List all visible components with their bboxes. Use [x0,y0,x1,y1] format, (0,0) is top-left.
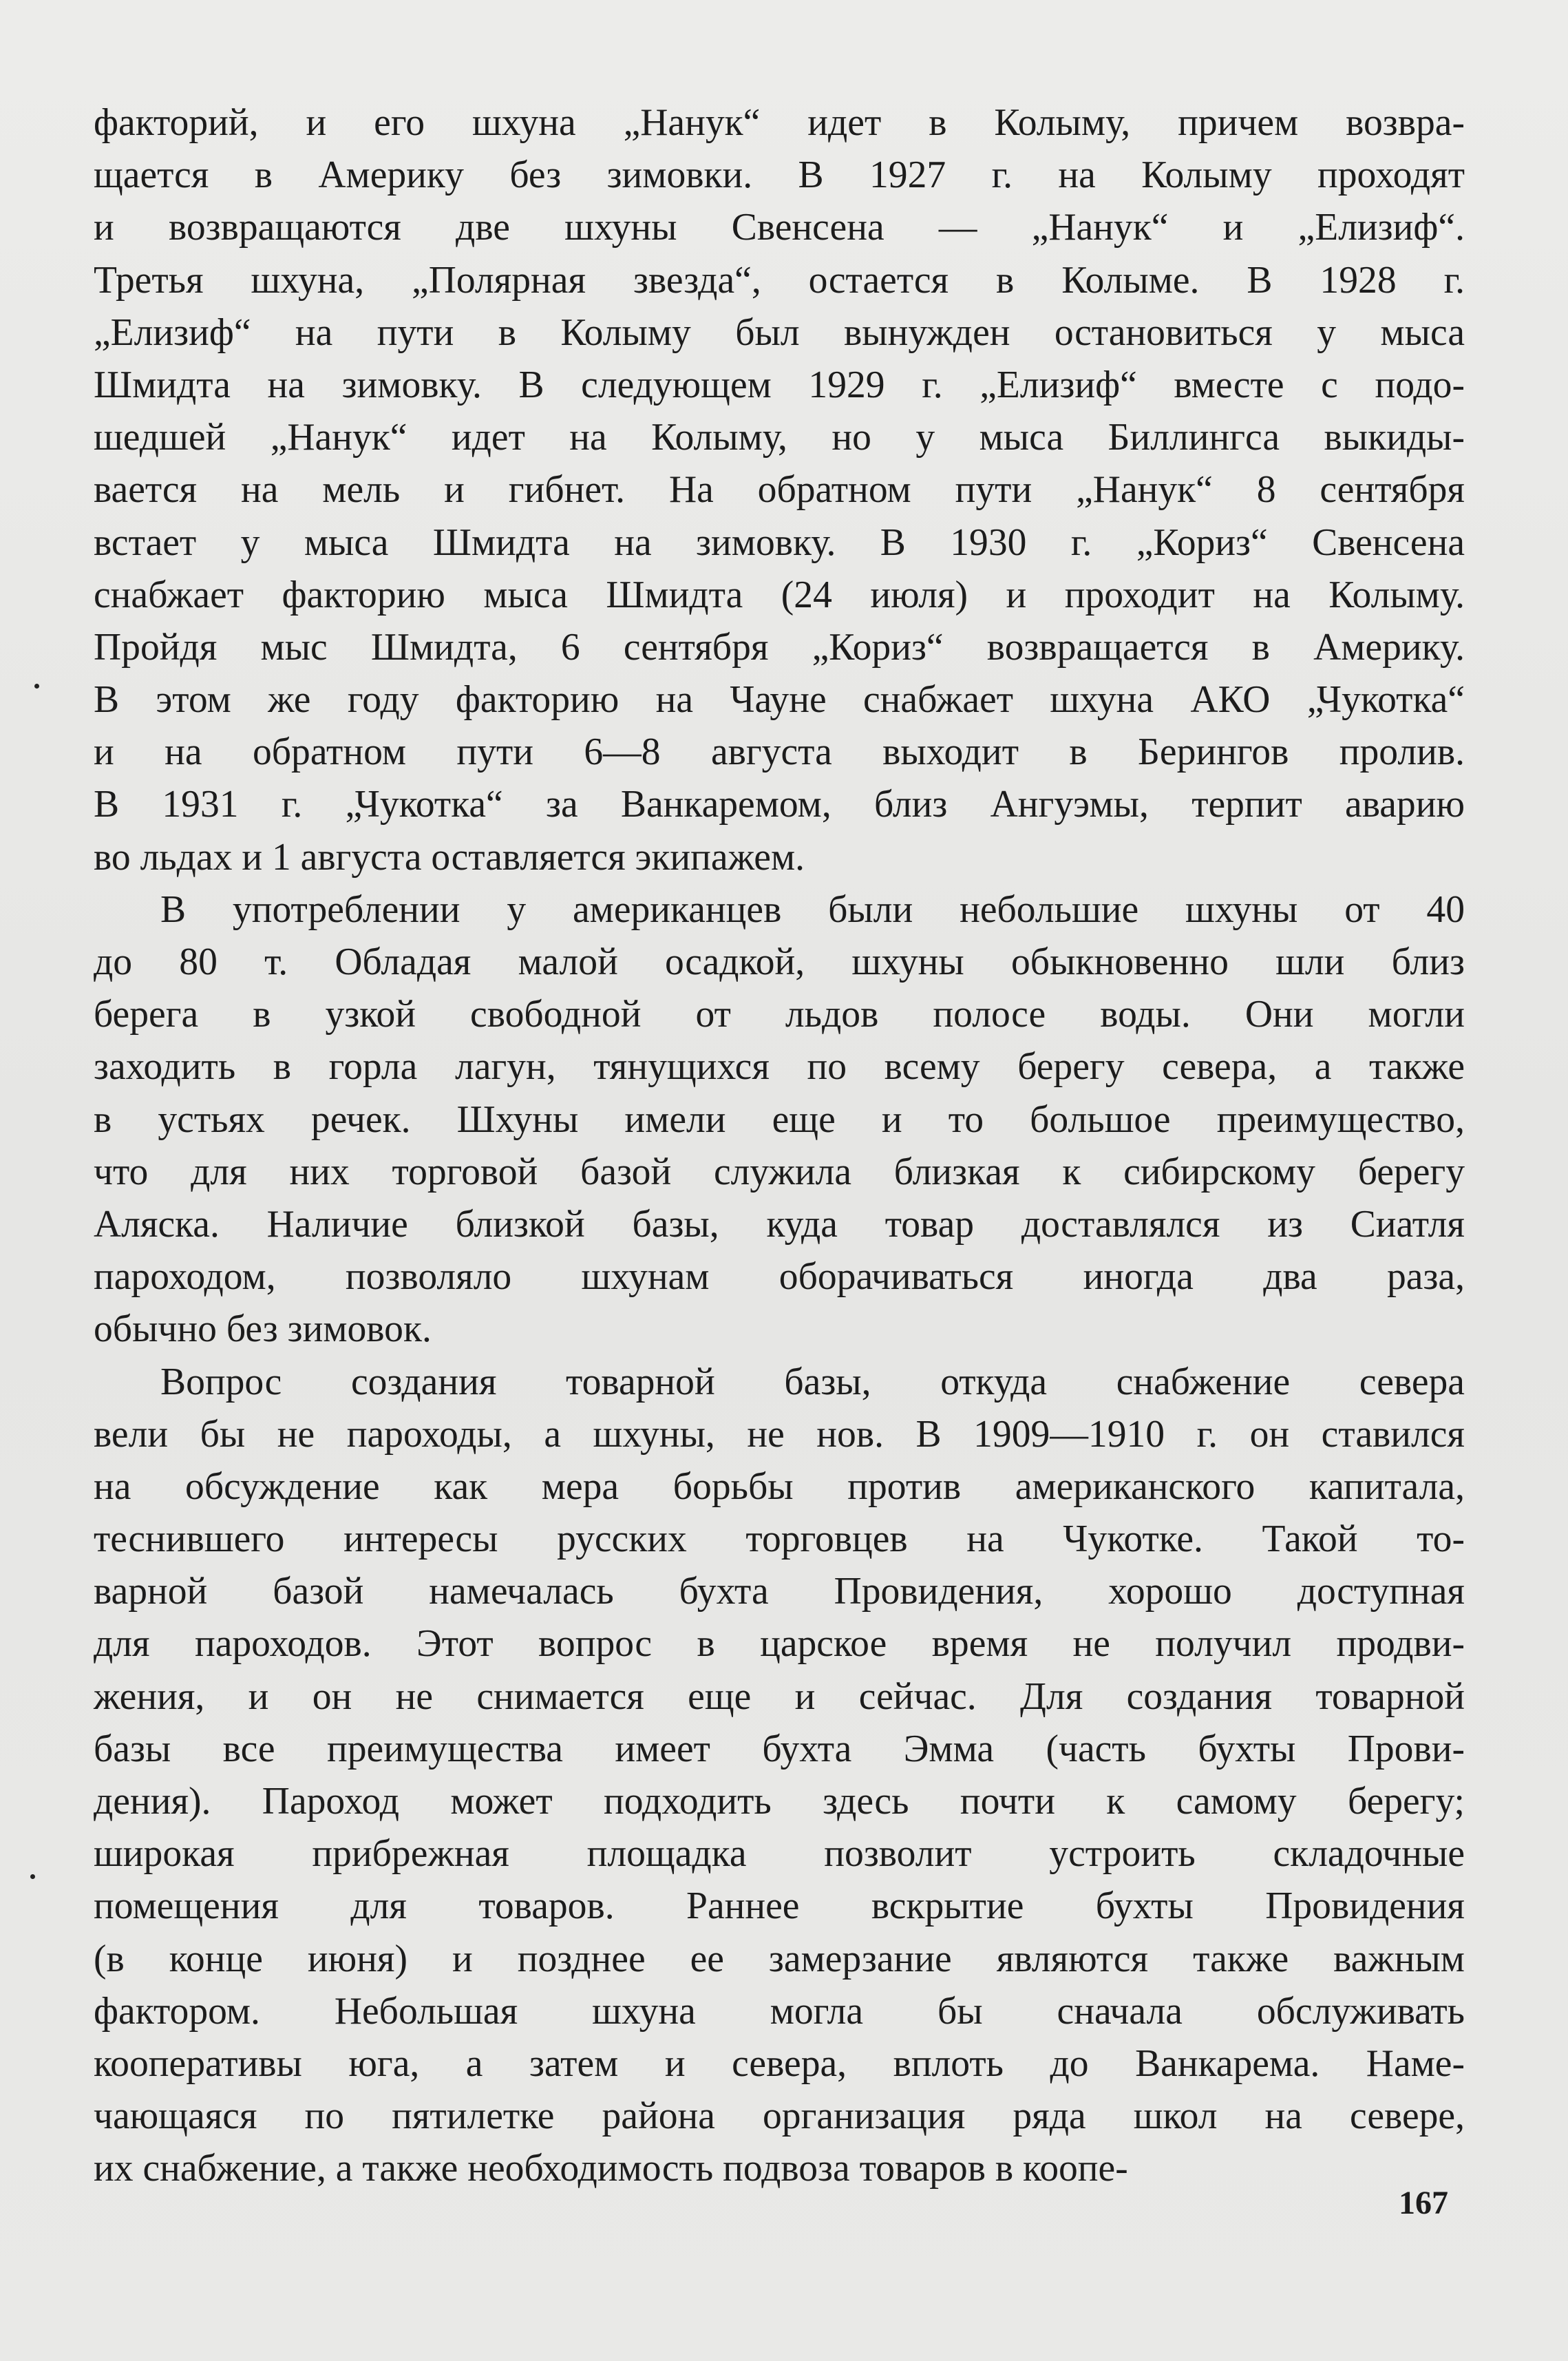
text-line: (в конце июня) и позднее ее замерзание являются также важным [94,1937,1465,1980]
paragraph [94,883,1465,1356]
text-line: Пройдя мыс Шмидта, 6 сентября „Кориз“ возвращается в Америку. [94,625,1465,669]
paragraph [94,1356,1465,2195]
text-line: их снабжение, а также необходимость подвоза товаров в коопе- [94,2147,1128,2190]
text-line: до 80 т. Обладая малой осадкой, шхуны обыкновенно шли близ [94,941,1465,983]
text-line: и на обратном пути 6—8 августа выходит в Берингов пролив. [94,731,1465,774]
text-line: чающаяся по пятилетке района организация ряда школ на севере, [94,2095,1465,2138]
text-line: в устьях речек. Шхуны имели еще и то большое преимущество, [94,1098,1465,1141]
text-line: встает у мыса Шмидта на зимовку. В 1930 г. „Кориз“ Свенсена [94,521,1465,564]
text-line: жения, и он не снимается еще и сейчас. Для создания товарной [94,1675,1465,1718]
text-line: вается на мель и гибнет. На обратном пути „Нанук“ 8 сентября [94,468,1465,512]
text-line: на обсуждение как мера борьбы против американского капитала, [94,1465,1465,1508]
text-line: шедшей „Нанук“ идет на Колыму, но у мыса Биллингса выкиды- [94,416,1465,459]
text-line: обычно без зимовок. [94,1308,432,1351]
text-line: широкая прибрежная площадка позволит устроить складочные [94,1832,1465,1876]
text-line: щается в Америку без зимовки. В 1927 г. на Колыму проходят [94,154,1465,197]
text-line: В употреблении у американцев были небольшие шхуны от 40 [160,888,1465,931]
text-line: во льдах и 1 августа оставляется экипажем. [94,835,805,879]
text-line: вели бы не пароходы, а шхуны, не нов. В 1909—1910 г. он ставился [94,1412,1465,1456]
text-line: В этом же году факторию на Чауне снабжает шхуна АКО „Чукотка“ [94,678,1465,722]
print-speck [34,684,39,689]
text-line: Вопрос создания товарной базы, откуда снабжение севера [160,1360,1465,1403]
paragraph [94,96,1465,883]
text-line: и возвращаются две шхуны Свенсена — „Нанук“ и „Елизиф“. [94,206,1465,249]
page-number: 167 [1399,2185,1448,2221]
text-line: для пароходов. Этот вопрос в царское время не получил продви- [94,1622,1465,1666]
text-line: Шмидта на зимовку. В следующем 1929 г. „Елизиф“ вместе с подо- [94,363,1465,406]
text-line: Аляска. Наличие близкой базы, куда товар доставлялся из Сиатля [94,1202,1465,1246]
text-line: берега в узкой свободной от льдов полосе воды. Они могли [94,993,1465,1036]
body-text [94,96,1465,2195]
text-line: снабжает факторию мыса Шмидта (24 июля) и проходит на Колыму. [94,573,1465,616]
text-line: дения). Пароход может подходить здесь почти к самому берегу; [94,1780,1465,1823]
text-line: фактором. Небольшая шхуна могла бы сначала обслуживать [94,1989,1465,2033]
text-line: кооперативы юга, а затем и севера, вплоть до Ванкарема. Наме- [94,2042,1465,2085]
text-line: „Елизиф“ на пути в Колыму был вынужден остановиться у мыса [94,311,1465,354]
text-line: базы все преимущества имеет бухта Эмма (часть бухты Прови- [94,1727,1465,1770]
text-line: Третья шхуна, „Полярная звезда“, остается в Колыме. В 1928 г. [94,258,1465,302]
print-speck [30,1874,35,1879]
text-line: факторий, и его шхуна „Нанук“ идет в Колыму, причем возвра- [94,101,1465,144]
text-line: варной базой намечалась бухта Провидения, хорошо доступная [94,1570,1465,1613]
text-line: пароходом, позволяло шхунам оборачиваться иногда два раза, [94,1255,1465,1299]
text-line: В 1931 г. „Чукотка“ за Ванкаремом, близ Ангуэмы, терпит аварию [94,783,1465,826]
text-line: заходить в горла лагун, тянущихся по всему берегу севера, а также [94,1045,1465,1089]
text-line: теснившего интересы русских торговцев на Чукотке. Такой то- [94,1518,1465,1561]
text-line: помещения для товаров. Раннее вскрытие бухты Провидения [94,1885,1465,1928]
text-line: что для них торговой базой служила близкая к сибирскому берегу [94,1150,1465,1193]
